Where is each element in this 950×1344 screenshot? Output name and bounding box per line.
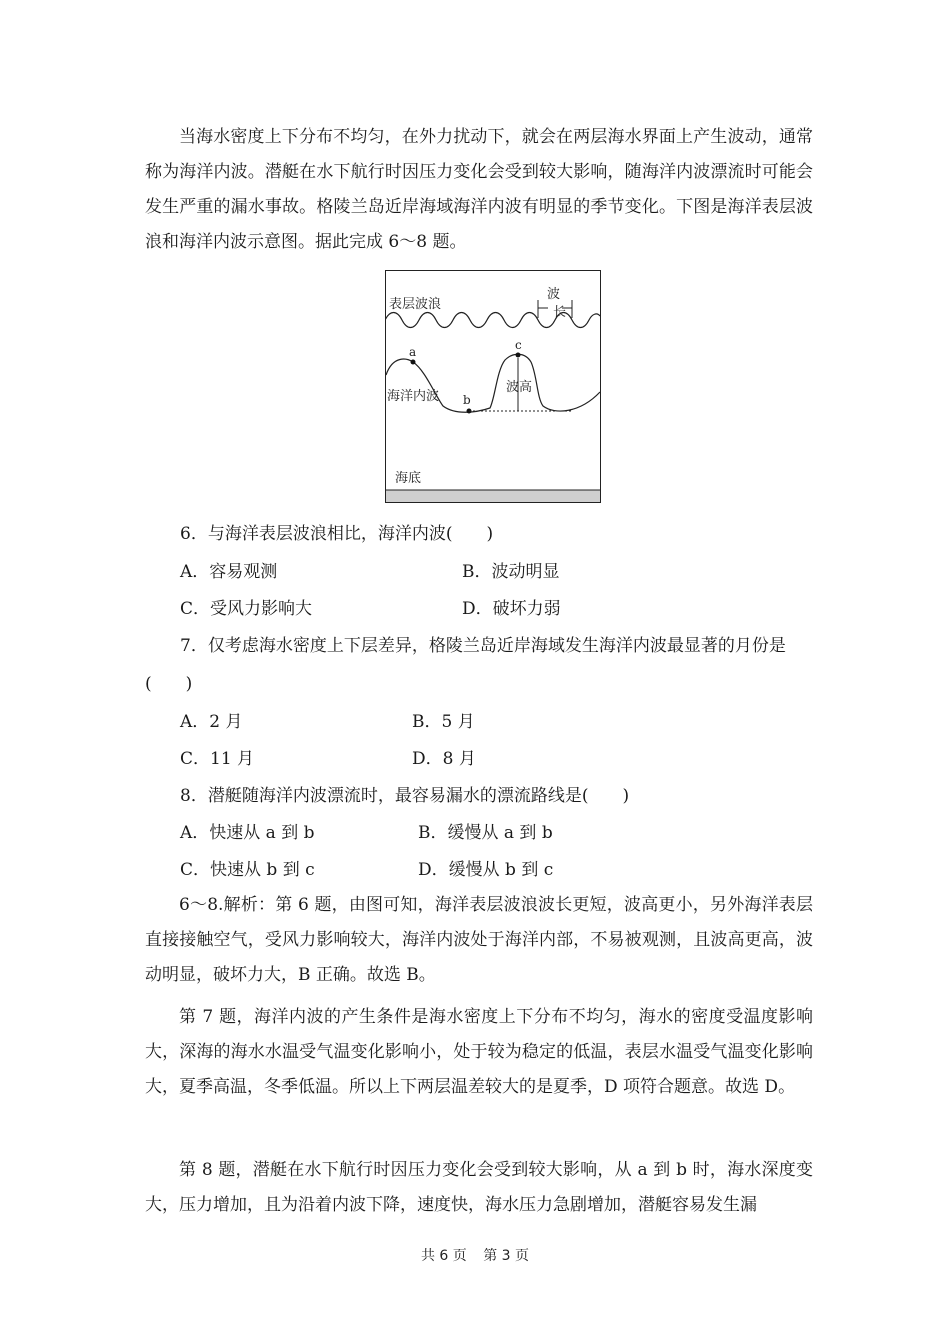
intro-paragraph: 当海水密度上下分布不均匀，在外力扰动下，就会在两层海水界面上产生波动，通常称为海洋内波。潜艇在水下航行时因压力变化会受到较大影响，随海洋内波漂流时可能会发生严重的漏水事故。格陵兰岛近岸海域海洋内波有明显的季节变化。下图是海洋表层波浪和海洋内波示意图。据此完成 6～8 题。 (145, 127, 813, 252)
question-8-stem: 8．潜艇随海洋内波漂流时，最容易漏水的漂流路线是( ) (180, 786, 630, 806)
page-footer (0, 1245, 950, 1265)
point-b-label: b (463, 393, 471, 407)
seabed-label: 海底 (395, 471, 422, 486)
internal-wave-label: 海洋内波 (387, 389, 440, 404)
analysis-paragraph-3: 第 8 题，潜艇在水下航行时因压力变化会受到较大影响，从 a 到 b 时，海水深度变大，压力增加，且为沿着内波下降，速度快，海水压力急剧增加，潜艇容易发生漏 (145, 1160, 813, 1215)
question-8-option-d[interactable]: D．缓慢从 b 到 c (418, 860, 554, 880)
surface-wave-label: 表层波浪 (389, 297, 442, 312)
question-8-option-b[interactable]: B．缓慢从 a 到 b (418, 823, 553, 843)
question-7-option-b[interactable]: B．5 月 (412, 712, 475, 732)
footer-current-page: 第 3 页 (483, 1248, 530, 1264)
question-6-option-b[interactable]: B．波动明显 (462, 562, 560, 582)
point-a-marker (411, 360, 416, 365)
question-7-option-c[interactable]: C．11 月 (180, 749, 255, 769)
point-c-marker (516, 353, 521, 358)
wavelength-label-2: 长 (553, 305, 567, 320)
question-7-stem: 7．仅考虑海水密度上下层差异，格陵兰岛近岸海域发生海洋内波最显著的月份是 (180, 636, 786, 656)
analysis-paragraph-2: 第 7 题，海洋内波的产生条件是海水密度上下分布不均匀，海水的密度受温度影响大，深海的海水水温受气温变化影响小，处于较为稳定的低温，表层水温受气温变化影响大，夏季高温，冬季低温。所以上下两层温差较大的是夏季，D 项符合题意。故选 D。 (145, 1007, 813, 1097)
question-7-stem-continued: ( ) (145, 674, 193, 694)
point-c-label: c (515, 338, 522, 352)
question-8-option-a[interactable]: A．快速从 a 到 b (180, 823, 315, 843)
analysis-paragraph-1: 6～8.解析：第 6 题，由图可知，海洋表层波浪波长更短，波高更小，另外海洋表层直接接触空气，受风力影响较大，海洋内波处于海洋内部，不易被观测，且波高更高，波动明显，破坏力大，B 正确。故选 B。 (145, 895, 813, 985)
point-a-label: a (409, 345, 417, 359)
question-6-option-c[interactable]: C．受风力影响大 (180, 599, 313, 619)
question-6-stem: 6．与海洋表层波浪相比，海洋内波( ) (180, 524, 494, 544)
question-7-option-d[interactable]: D．8 月 (412, 749, 476, 769)
wave-height-label: 波高 (506, 380, 533, 395)
wavelength-label-1: 波 (547, 287, 561, 302)
question-7-option-a[interactable]: A．2 月 (180, 712, 243, 732)
footer-total-pages: 共 6 页 (420, 1248, 467, 1264)
seabed-band (386, 490, 601, 503)
wave-diagram (385, 270, 605, 506)
question-6-option-a[interactable]: A．容易观测 (180, 562, 278, 582)
question-6-option-d[interactable]: D．破坏力弱 (462, 599, 561, 619)
question-8-option-c[interactable]: C．快速从 b 到 c (180, 860, 315, 880)
